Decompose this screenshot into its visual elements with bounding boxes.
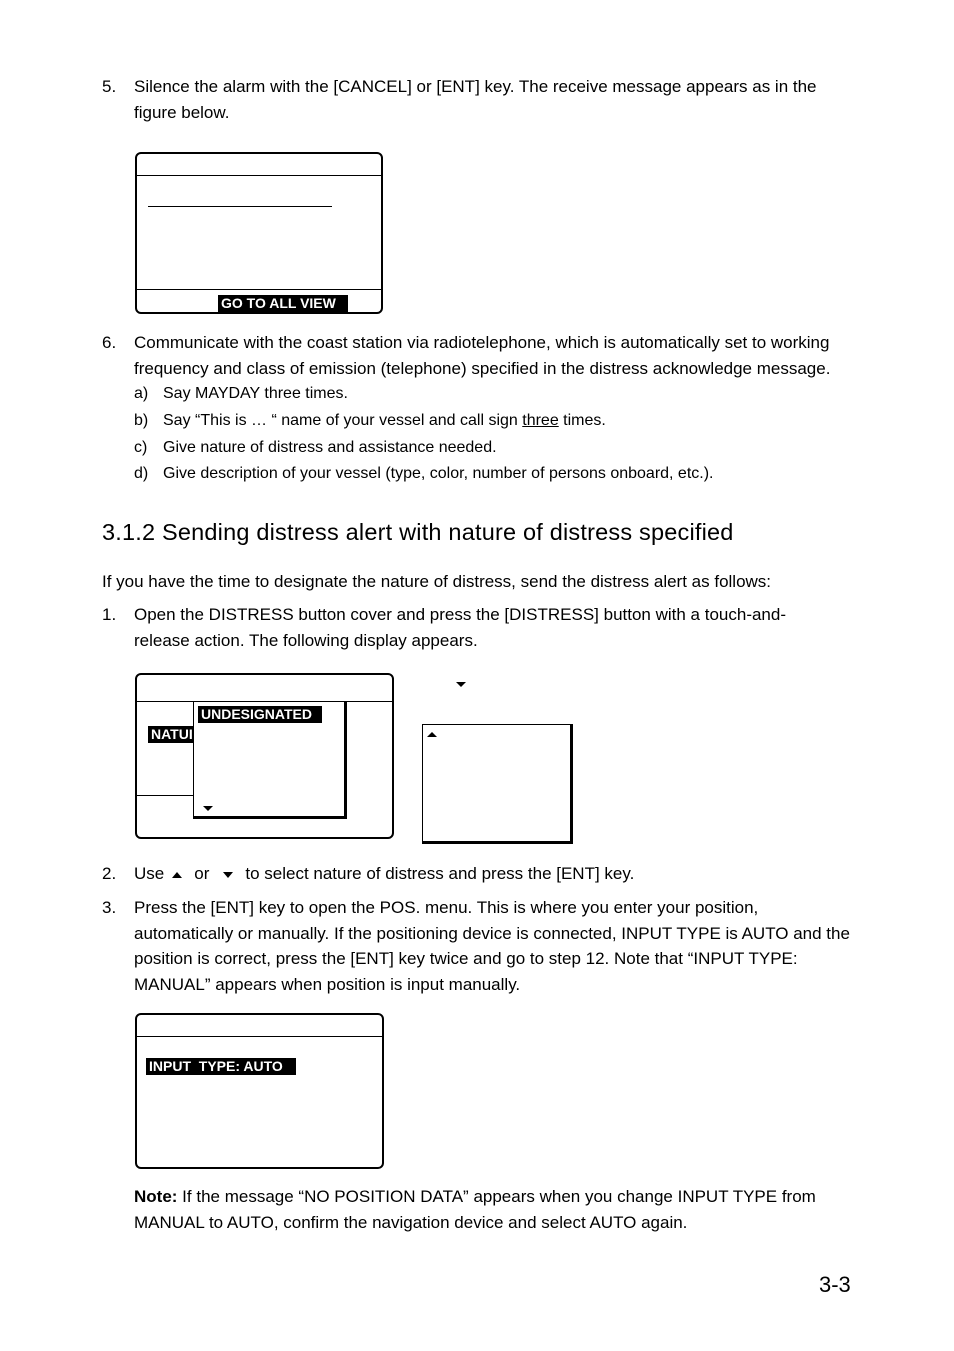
substep-b-text — [163, 408, 606, 434]
step-1-text: Open the DISTRESS button cover and press the [DISTRESS] button with a touch-and-release action. The following display appears. — [134, 605, 787, 650]
header-divider — [137, 175, 381, 176]
step-6-text: Communicate with the coast station via radiotelephone, which is automatically set to working frequency and class of emission (telephone) specified in the distress acknowledge message. — [134, 333, 831, 378]
note-text: If the message “NO POSITION DATA” appears when you change INPUT TYPE from MANUAL to AUTO, confirm the navigation device and select AUTO again. — [134, 1187, 816, 1232]
down-arrow-key-icon — [223, 872, 233, 878]
underline-field — [148, 206, 332, 207]
input-type-auto-option[interactable]: INPUT TYPE: AUTO — [146, 1058, 296, 1075]
up-arrow-key-icon — [172, 872, 182, 878]
step-1-number: 1. — [102, 605, 117, 624]
scroll-down-arrow-icon[interactable] — [203, 806, 213, 811]
step-5-text: Silence the alarm with the [CANCEL] or [ENT] key. The receive message appears as in the figure below. — [134, 77, 817, 122]
page-number: 3-3 — [819, 1272, 851, 1297]
footer-divider — [137, 289, 381, 290]
position-menu-screen — [135, 1013, 384, 1169]
substep-c-label: c) — [134, 439, 148, 456]
substep-a-text: Say MAYDAY three times. — [163, 385, 348, 402]
substep-b-label: b) — [134, 412, 149, 429]
substep-c-text: Give nature of distress and assistance needed. — [163, 439, 497, 456]
options-list-panel — [422, 724, 573, 844]
step-6-number: 6. — [102, 333, 117, 352]
step-5-number: 5. — [102, 77, 117, 96]
receive-message-screen — [135, 152, 383, 314]
step-2-rest: to select nature of distress and press the [ENT] key. — [245, 864, 635, 883]
substep-d-text: Give description of your vessel (type, color, number of persons onboard, etc.). — [163, 465, 714, 482]
step-3-number: 3. — [102, 898, 117, 917]
go-to-all-view-button[interactable]: GO TO ALL VIEW — [218, 295, 348, 312]
scroll-down-arrow-icon — [456, 682, 466, 687]
header-divider — [137, 1036, 382, 1037]
substep-b-after: times. — [558, 412, 606, 429]
undesignated-option[interactable]: UNDESIGNATED — [198, 706, 322, 723]
nature-dropdown-list[interactable] — [193, 701, 347, 819]
step-2-text — [134, 861, 634, 887]
substep-b-underlined: three — [522, 412, 559, 429]
step-2-or: or — [194, 864, 210, 883]
nature-label-partial: NATUI — [148, 726, 200, 743]
section-heading: 3.1.2 Sending distress alert with nature of distress specified — [102, 519, 734, 545]
step-3-text: Press the [ENT] key to open the POS. menu. This is where you enter your position, automatically or manually. If the positioning device is connected, INPUT TYPE is AUTO and the position is correct, press the [ENT] key twice and go to step 12. Note that “INPUT TYPE: MANUAL” appears when position is input manually. — [134, 898, 850, 994]
nature-of-distress-screen — [135, 673, 394, 839]
step-2-use: Use — [134, 864, 165, 883]
section-intro: If you have the time to designate the nature of distress, send the distress alert as follows: — [102, 572, 772, 591]
note-label: Note: — [134, 1187, 178, 1206]
substep-d-label: d) — [134, 465, 149, 482]
lower-divider — [137, 795, 195, 796]
substep-a-label: a) — [134, 385, 149, 402]
note — [134, 1184, 859, 1235]
scroll-up-arrow-icon[interactable] — [427, 732, 437, 737]
step-2-number: 2. — [102, 864, 117, 883]
substep-b-before: Say “This is … “ name of your vessel and call sign — [163, 412, 523, 429]
